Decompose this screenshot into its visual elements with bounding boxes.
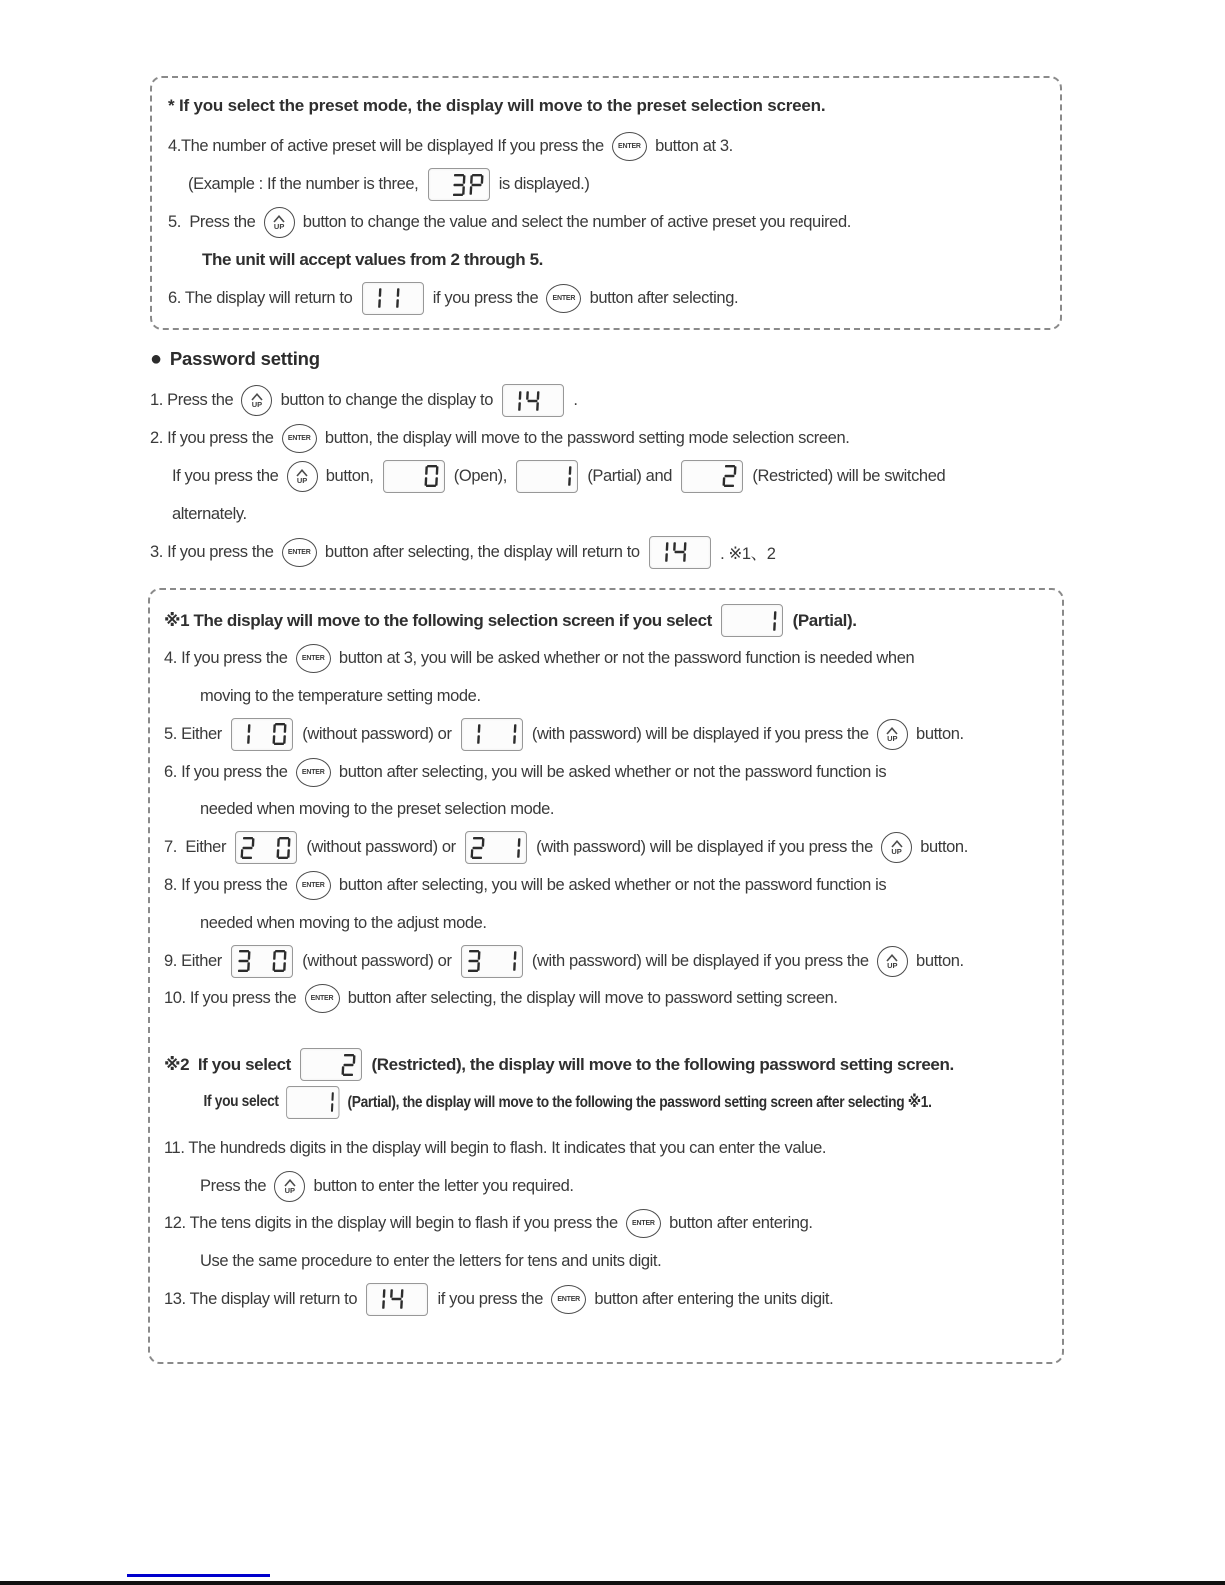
up-button-icon [241, 385, 272, 416]
bullet-icon: ● [150, 348, 162, 370]
instruction-line [168, 204, 1044, 242]
text-run: (Open), [449, 466, 512, 485]
lcd-display [649, 536, 711, 569]
preset-note-title: * If you select the preset mode, the display will move to the preset selection screen. [168, 96, 826, 115]
up-button-icon [877, 719, 908, 750]
up-button-label: UP [273, 221, 285, 231]
text-run: ※1 The display will move to the following selection screen if you select [164, 610, 717, 630]
text-run: 4.The number of active preset will be displayed If you press the [168, 137, 608, 156]
lcd-display [231, 718, 293, 751]
text-run: button to change the display to [276, 391, 498, 410]
up-button-icon [274, 1171, 305, 1202]
text-run: (Example : If the number is three, [188, 175, 423, 194]
text-run: Press the [200, 1176, 271, 1195]
instruction-line [164, 791, 1048, 829]
text-run: (with password) will be displayed if you press the [527, 724, 873, 743]
text-run: (with password) will be displayed if you press the [527, 951, 873, 970]
text-run: (without password) or [298, 951, 456, 970]
text-run: (Restricted) will be switched [748, 466, 946, 485]
text-run: 11. The hundreds digits in the display will begin to flash. It indicates that you can enter the value. [164, 1138, 827, 1157]
enter-button-icon: ENTER [296, 871, 331, 900]
text-run: 6. The display will return to [168, 288, 357, 307]
lcd-display [516, 460, 578, 493]
text-run: 12. The tens digits in the display will begin to flash if you press the [164, 1214, 622, 1233]
instruction-line [164, 867, 1048, 905]
text-run: button after entering. [664, 1214, 813, 1233]
instruction-line [164, 602, 1048, 640]
instruction-line [164, 829, 1048, 867]
up-button-icon [287, 461, 318, 492]
text-run: needed when moving to the preset selection mode. [200, 800, 555, 819]
lcd-display [461, 945, 523, 978]
text-run: 5. Press the [168, 212, 260, 231]
instruction-line [164, 678, 1048, 716]
text-run: needed when moving to the adjust mode. [200, 913, 487, 932]
text-run: button at 3, you will be asked whether or not the password function is needed when [334, 649, 915, 668]
text-run: Use the same procedure to enter the letters for tens and units digit. [200, 1252, 662, 1271]
text-run: 7. Either [164, 838, 231, 857]
instruction-line [164, 904, 1048, 942]
enter-button-icon: ENTER [305, 984, 340, 1013]
instruction-line [150, 382, 1070, 420]
up-button-label: UP [284, 1185, 295, 1195]
lcd-display [721, 604, 783, 637]
instruction-line [150, 458, 1070, 496]
instruction-line [164, 1205, 1048, 1243]
password-notes-box [148, 588, 1064, 1364]
text-run: button. [911, 724, 964, 743]
instruction-line [168, 128, 1044, 166]
up-button-label: UP [251, 400, 263, 410]
preset-note-box [150, 76, 1062, 330]
link-underline[interactable] [127, 1574, 270, 1577]
text-run: button to change the value and select the number of active preset you required. [298, 212, 851, 231]
up-button-icon [877, 946, 908, 977]
instruction-line [164, 1167, 1048, 1205]
text-run: (Partial). [788, 610, 857, 630]
up-button-label: UP [887, 733, 898, 743]
text-run: moving to the temperature setting mode. [200, 686, 481, 705]
text-run: button after selecting, you will be asked whether or not the password function is [334, 762, 887, 781]
text-run: If you select [203, 1093, 283, 1111]
text-run: button after entering the units digit. [590, 1289, 834, 1308]
instruction-line [150, 533, 1070, 571]
instruction-line [164, 1281, 1048, 1319]
enter-button-icon: ENTER [296, 644, 331, 673]
instruction-line [164, 640, 1048, 678]
password-setting-heading-label: Password setting [169, 348, 320, 369]
text-run: 8. If you press the [164, 875, 292, 894]
text-run: button to enter the letter you required. [309, 1176, 574, 1195]
text-run: 2. If you press the [150, 429, 278, 448]
instruction-line [168, 241, 1044, 279]
text-run: button. [911, 951, 964, 970]
enter-button-icon: ENTER [612, 132, 647, 161]
lcd-display [465, 831, 527, 864]
text-run: (Partial) and [583, 466, 677, 485]
text-run: 1. Press the [150, 391, 238, 410]
instruction-line [164, 715, 1048, 753]
text-run: . [569, 391, 578, 410]
up-button-icon [264, 207, 295, 238]
text-run: button. [916, 838, 968, 857]
text-run: The unit will accept values from 2 through 5. [202, 250, 543, 270]
lcd-display [428, 168, 490, 201]
up-button-icon [881, 832, 912, 863]
lcd-display [286, 1086, 339, 1119]
enter-button-icon: ENTER [546, 284, 581, 313]
text-run: If you press the [172, 466, 283, 485]
lcd-display [362, 282, 424, 315]
enter-button-icon: ENTER [282, 424, 317, 453]
lcd-display [366, 1283, 428, 1316]
text-run: (without password) or [298, 724, 456, 743]
instruction-line [150, 420, 1070, 458]
instruction-line [164, 1243, 1048, 1281]
text-run: 9. Either [164, 951, 227, 970]
up-button-label: UP [887, 960, 898, 970]
text-run: 10. If you press the [164, 989, 301, 1008]
up-button-label: UP [891, 847, 902, 857]
enter-button-icon: ENTER [626, 1209, 661, 1238]
enter-button-icon: ENTER [551, 1285, 586, 1314]
instruction-line [168, 166, 1044, 204]
lcd-display [681, 460, 743, 493]
text-run: (without password) or [302, 838, 460, 857]
instruction-line [150, 495, 1070, 533]
lcd-display [231, 945, 293, 978]
preset-note-lines [168, 128, 1044, 317]
text-run: button after selecting, the display will return to [320, 542, 644, 561]
password-setting-lines [150, 382, 1070, 571]
password-setting-section [150, 342, 1070, 571]
text-run: button after selecting, you will be asked whether or not the password function is [334, 875, 887, 894]
page-bottom-border [0, 1581, 1225, 1585]
instruction-line [164, 1084, 932, 1122]
text-run: button after selecting, the display will move to password setting screen. [343, 989, 838, 1008]
enter-button-icon: ENTER [296, 758, 331, 787]
text-run: (Partial), the display will move to the following the password setting screen after selecting ※1. [344, 1094, 932, 1112]
instruction-line [164, 753, 1048, 791]
password-notes-lines [164, 602, 1048, 1318]
lcd-display [383, 460, 445, 493]
text-run: if you press the [433, 1289, 548, 1308]
instruction-line [168, 279, 1044, 317]
text-run: button, [321, 466, 378, 485]
lcd-display [502, 384, 564, 417]
text-run: (with password) will be displayed if you press the [531, 838, 878, 857]
text-run: 5. Either [164, 724, 227, 743]
text-run: alternately. [172, 504, 247, 523]
password-setting-heading [150, 342, 1070, 376]
text-run: 4. If you press the [164, 649, 292, 668]
text-run: 13. The display will return to [164, 1289, 362, 1308]
text-run: button at 3. [650, 137, 733, 156]
text-run: ※2 If you select [164, 1054, 296, 1074]
text-run: . ※1、2 [715, 545, 776, 564]
text-run: is displayed.) [494, 175, 590, 194]
instruction-line [164, 1046, 1048, 1084]
text-run: 6. If you press the [164, 762, 292, 781]
instruction-line [164, 1129, 1048, 1167]
text-run: (Restricted), the display will move to the following password setting screen. [367, 1054, 954, 1074]
instruction-line [164, 980, 1048, 1018]
instruction-line [164, 942, 1048, 980]
lcd-display [461, 718, 523, 751]
lcd-display [235, 831, 297, 864]
text-run: 3. If you press the [150, 542, 278, 561]
text-run: button after selecting. [585, 288, 739, 307]
text-run: button, the display will move to the password setting mode selection screen. [320, 429, 850, 448]
up-button-label: UP [296, 475, 308, 485]
text-run: if you press the [428, 288, 543, 307]
lcd-display [300, 1048, 362, 1081]
enter-button-icon: ENTER [282, 538, 317, 567]
